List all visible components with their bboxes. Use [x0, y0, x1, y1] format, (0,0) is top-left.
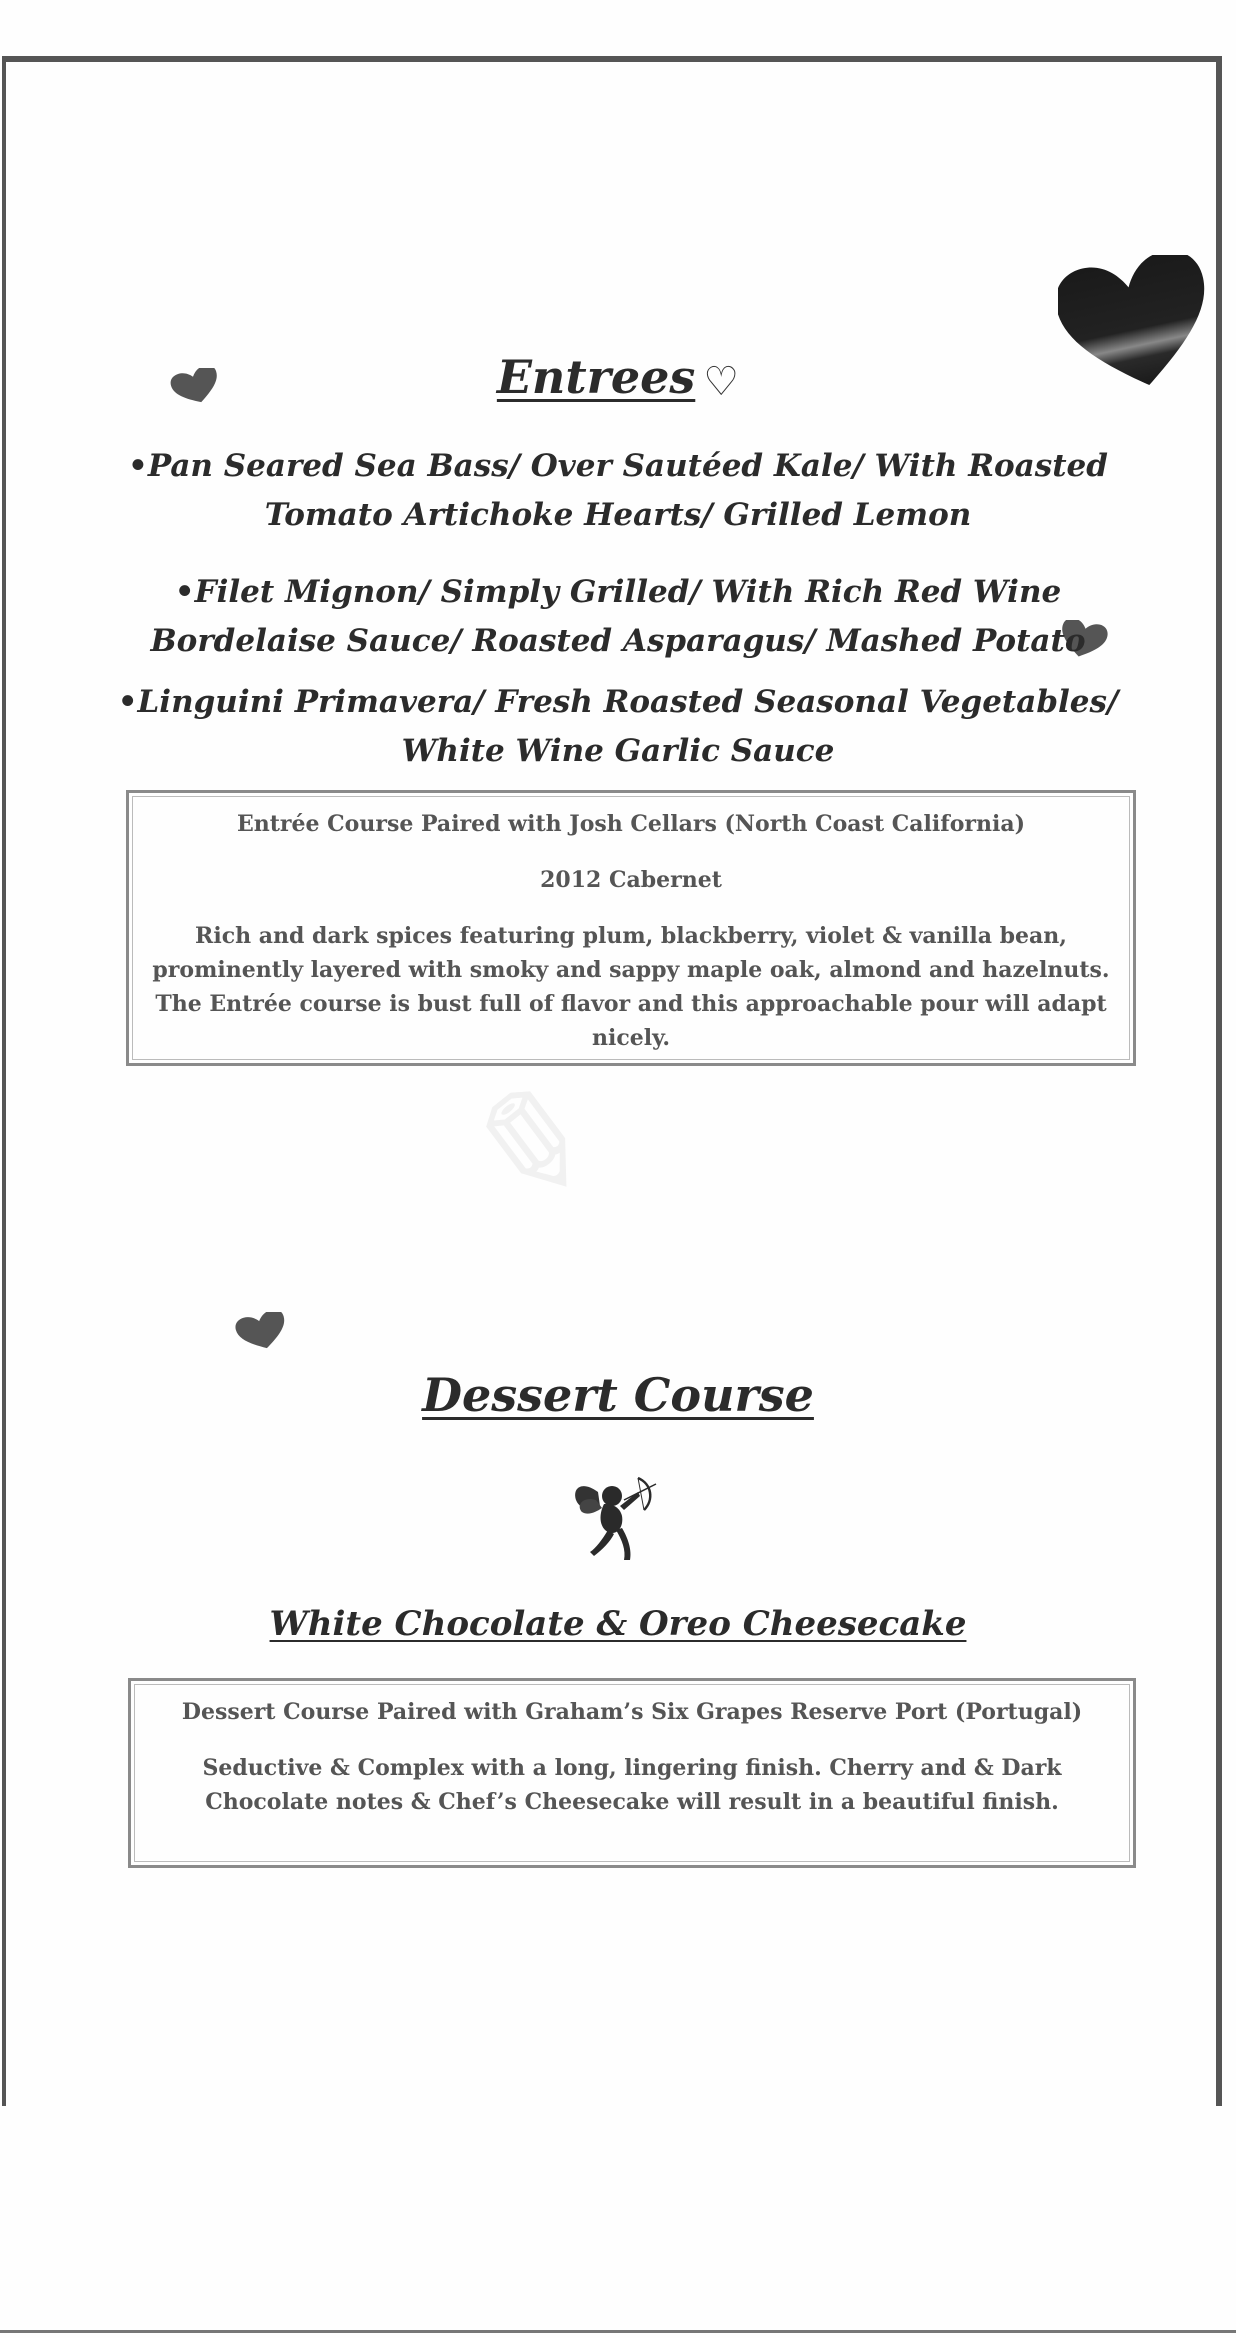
- entree-item-filet-mignon: •Filet Mignon/ Simply Grilled/ With Rich Red Wine Bordelaise Sauce/ Roasted Asparagus/ Mashed Potato: [150, 574, 1086, 659]
- dessert-pairing-description: Seductive & Complex with a long, lingering finish. Cherry and & Dark Chocolate notes & Chef’s Cheesecake will result in a beautiful finish.: [202, 1755, 1062, 1815]
- entree-pairing-heading: Entrée Course Paired with Josh Cellars (North Coast California): [237, 811, 1025, 837]
- entree-pairing-wine: 2012 Cabernet: [540, 867, 722, 893]
- entree-pairing-description: Rich and dark spices featuring plum, blackberry, violet & vanilla bean, prominently layered with smoky and sappy maple oak, almond and hazelnuts. The Entrée course is bust full of flavor and this approachable pour will adapt nicely.: [152, 923, 1110, 1051]
- heart-outline-icon: ♡: [703, 357, 740, 405]
- dessert-title: Dessert Course: [422, 1368, 814, 1422]
- entrees-title-text: Entrees: [496, 350, 696, 404]
- dessert-item: White Chocolate & Oreo Cheesecake: [269, 1604, 967, 1644]
- entree-pairing-box: [126, 790, 1136, 1066]
- entree-item-linguini: •Linguini Primavera/ Fresh Roasted Seasonal Vegetables/ White Wine Garlic Sauce: [117, 684, 1119, 769]
- cupid-icon: [568, 1470, 658, 1566]
- dessert-pairing-heading: Dessert Course Paired with Graham’s Six Grapes Reserve Port (Portugal): [181, 1699, 1083, 1725]
- bottom-edge-line: [0, 2330, 1236, 2333]
- entrees-title: [0, 350, 1236, 405]
- pencil-mark: ✎: [455, 1060, 581, 1234]
- dessert-pairing-box: [128, 1678, 1136, 1868]
- entree-item-sea-bass: •Pan Seared Sea Bass/ Over Sautéed Kale/ With Roasted Tomato Artichoke Hearts/ Grilled Lemon: [128, 448, 1108, 533]
- small-heart-icon: [235, 1312, 289, 1350]
